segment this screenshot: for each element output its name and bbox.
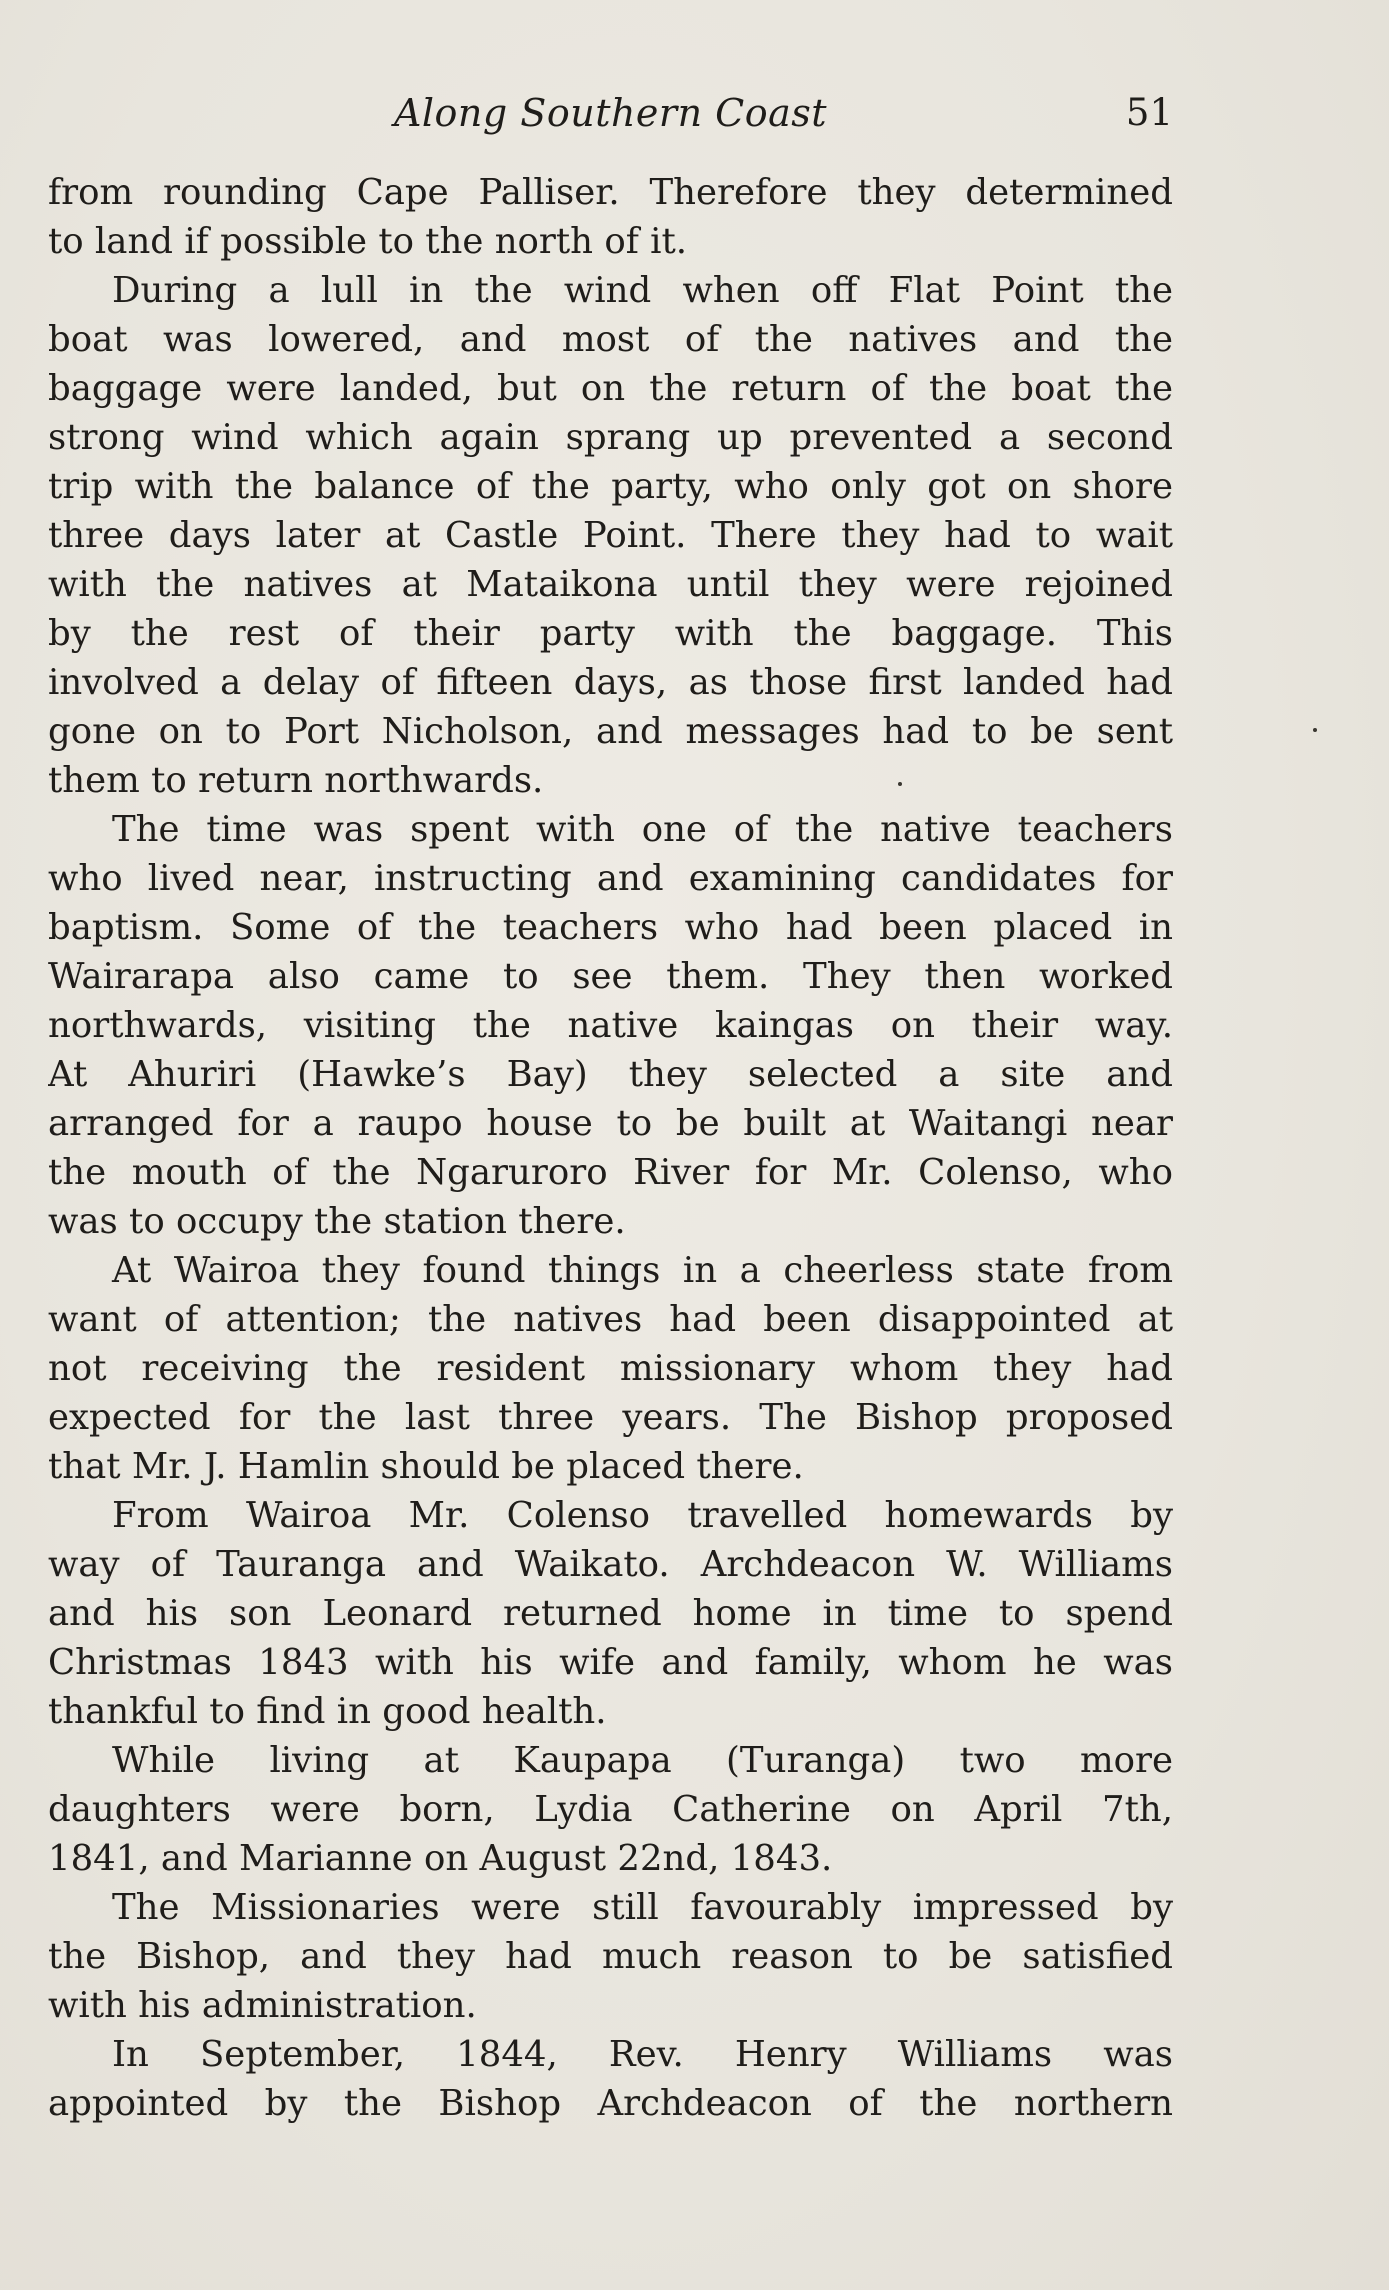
text-line: them to return northwards. — [48, 760, 544, 801]
text-line: arranged for a raupo house to be built at Waitangi near — [48, 1103, 1173, 1144]
text-line: to land if possible to the north of it. — [48, 221, 688, 262]
text-line: boat was lowered, and most of the natives and the — [48, 319, 1173, 360]
text-line: who lived near, instructing and examining candidates for — [48, 858, 1173, 899]
text-line: way of Tauranga and Waikato. Archdeacon W. Williams — [48, 1544, 1173, 1585]
text-line: by the rest of their party with the baggage. This — [48, 613, 1173, 654]
text-line: In September, 1844, Rev. Henry Williams was — [112, 2034, 1173, 2075]
text-line: the Bishop, and they had much reason to be satisfied — [48, 1936, 1173, 1977]
text-line: the mouth of the Ngaruroro River for Mr. Colenso, who — [48, 1152, 1173, 1193]
paper-speck — [898, 782, 902, 786]
text-line: from rounding Cape Palliser. Therefore they determined — [48, 172, 1173, 213]
text-line: baggage were landed, but on the return of the boat the — [48, 368, 1173, 409]
text-line: At Wairoa they found things in a cheerless state from — [112, 1250, 1173, 1291]
text-line: daughters were born, Lydia Catherine on April 7th, — [48, 1789, 1173, 1830]
text-line: and his son Leonard returned home in time to spend — [48, 1593, 1173, 1634]
text-line: During a lull in the wind when off Flat Point the — [112, 270, 1173, 311]
text-line: strong wind which again sprang up prevented a second — [48, 417, 1173, 458]
text-line: northwards, visiting the native kaingas on their way. — [48, 1005, 1173, 1046]
text-line: expected for the last three years. The Bishop proposed — [48, 1397, 1173, 1438]
text-line: gone on to Port Nicholson, and messages had to be sent — [48, 711, 1173, 752]
page-header — [48, 88, 1173, 138]
text-line: involved a delay of fifteen days, as those first landed had — [48, 662, 1173, 703]
text-line: want of attention; the natives had been disappointed at — [48, 1299, 1173, 1340]
page-number: 51 — [1125, 91, 1173, 134]
text-line: Wairarapa also came to see them. They then worked — [48, 956, 1173, 997]
text-line: baptism. Some of the teachers who had been placed in — [48, 907, 1173, 948]
text-line: While living at Kaupapa (Turanga) two more — [112, 1740, 1173, 1781]
body-text — [48, 168, 1173, 2128]
text-line: was to occupy the station there. — [48, 1201, 626, 1242]
text-line: From Wairoa Mr. Colenso travelled homewards by — [112, 1495, 1173, 1536]
running-title: Along Southern Coast — [393, 91, 828, 135]
paper-speck — [1313, 728, 1317, 732]
text-line: Christmas 1843 with his wife and family, whom he was — [48, 1642, 1173, 1683]
text-line: The Missionaries were still favourably impressed by — [112, 1887, 1173, 1928]
text-line: thankful to find in good health. — [48, 1691, 607, 1732]
text-line: trip with the balance of the party, who only got on shore — [48, 466, 1173, 507]
text-line: three days later at Castle Point. There they had to wait — [48, 515, 1173, 556]
text-line: 1841, and Marianne on August 22nd, 1843. — [48, 1838, 833, 1879]
text-line: not receiving the resident missionary whom they had — [48, 1348, 1173, 1389]
text-line: appointed by the Bishop Archdeacon of the northern — [48, 2083, 1173, 2124]
text-line: with his administration. — [48, 1985, 477, 2026]
text-line: The time was spent with one of the native teachers — [112, 809, 1173, 850]
text-line: that Mr. J. Hamlin should be placed there. — [48, 1446, 804, 1487]
text-line: At Ahuriri (Hawke’s Bay) they selected a site and — [48, 1054, 1173, 1095]
text-line: with the natives at Mataikona until they were rejoined — [48, 564, 1173, 605]
